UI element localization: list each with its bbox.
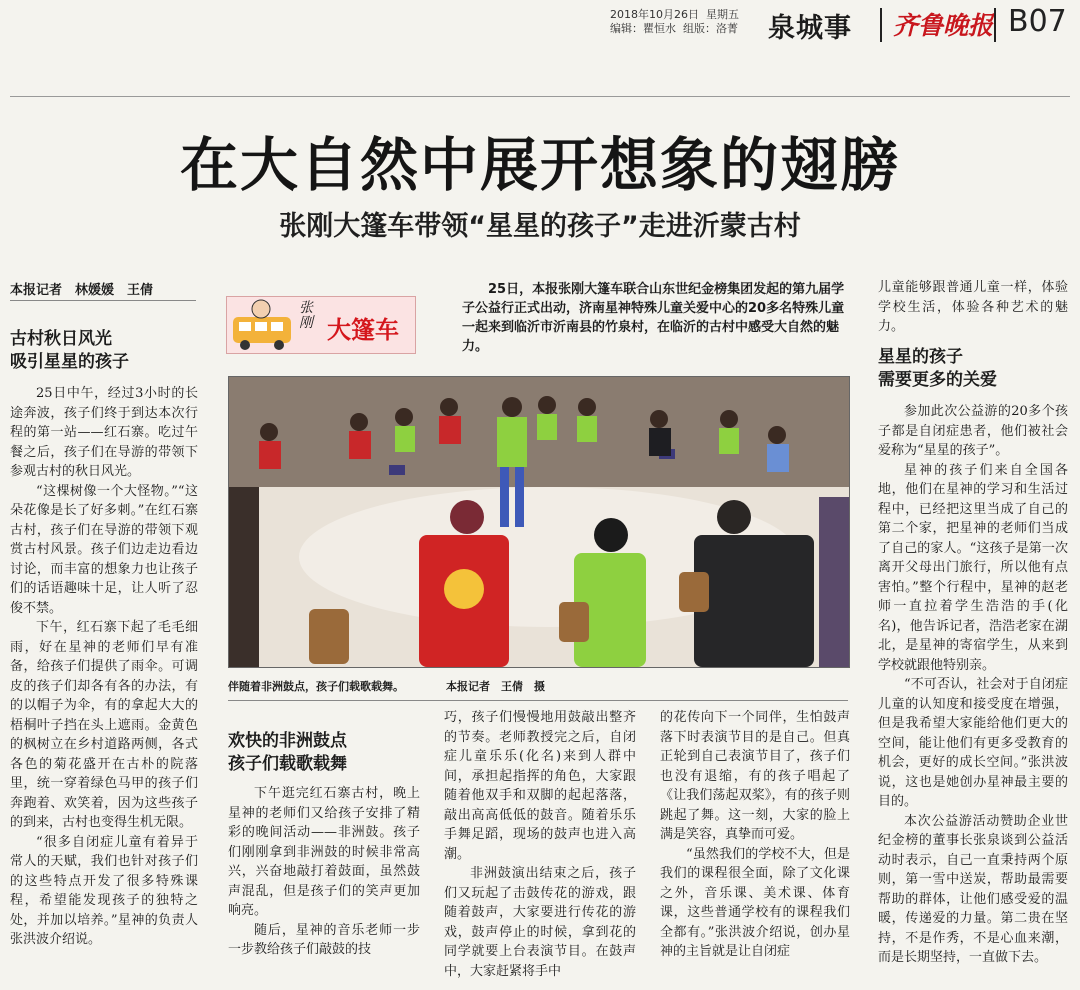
section-heading: 欢快的非洲鼓点 孩子们载歌载舞 [228, 731, 347, 774]
section-heading: 古村秋日风光 吸引星星的孩子 [10, 329, 129, 372]
subheadline: 张刚大篷车带领“星星的孩子”走进沂蒙古村 [279, 211, 801, 242]
drum-circle-photo [228, 376, 850, 668]
page-number: B07 [1008, 4, 1067, 39]
divider [228, 700, 848, 701]
article-column-5-intro: 儿童能够跟普通儿童一样，体验学校生活，体验各种艺术的魅力。 [878, 280, 1068, 334]
top-rule [10, 96, 1070, 97]
logo-title: 大篷车 [327, 316, 399, 344]
caravan-logo [226, 296, 416, 354]
divider [10, 300, 196, 301]
photo-caption: 伴随着非洲鼓点，孩子们载歌载舞。 [228, 680, 404, 693]
section-heading: 星星的孩子 需要更多的关爱 [878, 347, 997, 390]
header-divider [994, 8, 996, 42]
article-column-2: 下午逛完红石寨古村，晚上星神的老师们又给孩子安排了精彩的晚间活动——非洲鼓。孩子们刚刚拿到非洲鼓的时候非常高兴，兴奋地敲打着鼓面，虽然鼓声混乱，但是孩子们的笑声更加响亮。 随后，星神的音乐老师一步一步教给孩子们敲鼓的技 [228, 786, 420, 957]
article-column-4: 的花传向下一个同伴，生怕鼓声落下时表演节目的是自己。但真正轮到自己表演节目了，孩子们也没有退缩，有的孩子唱起了《让我们荡起双桨》，有的孩子则跳起了舞。这一刻，大家的脸上满是笑容，真挚而可爱。 “虽然我们的学校不大，但是我们的课程很全面，除了文化课之外，音乐课、美术课、体育课，这些普通学校有的课程我们全都有。”张洪波介绍说，创办星神的主旨就是让自闭症 [660, 710, 850, 959]
article-column-3: 巧，孩子们慢慢地用鼓敲出整齐的节奏。老师教授完之后，自闭症儿童乐乐(化名)来到人群中间，承担起指挥的角色，大家跟随着他双手和双脚的起起落落，敲出高高低低的鼓音。随着乐乐手舞足蹈，现场的鼓声也进入高潮。 非洲鼓演出结束之后，孩子们又玩起了击鼓传花的游戏，跟随着鼓声，大家要进行传花的游戏，鼓声停止的时候，拿到花的同学就要上台表演节目。在鼓声中，大家赶紧将手中 [444, 710, 636, 979]
byline: 本报记者 林媛媛 王倩 [10, 283, 154, 298]
header-date: 2018年10月26日 星期五 编辑：瞿恒水 组版：洛菁 [610, 8, 739, 35]
headline: 在大自然中展开想象的翅膀 [179, 131, 900, 199]
article-column-1: 25日中午，经过3小时的长途奔波，孩子们终于到达本次行程的第一站——红石寨。吃过午餐之后，孩子们在导游的带领下参观古村的秋日风光。 “这棵树像一个大怪物。”“这朵花像是长了好多刺。”在红石寨古村，孩子们在导游的带领下观赏古村风景。孩子们边走边看边讨论，而丰富的想象力也让孩子们的话语趣味十足，让人听了忍俊不禁。 下午，红石寨下起了毛毛细雨，好在星神的老师们早有准备，给孩子们提供了雨伞。可调皮的孩子们却各有各的办法，有的以帽子为伞，有的拿起大大的梧桐叶子挡在头上遮雨。金黄色的枫树立在乡村道路两侧，各式各色的菊花盛开在古朴的院落里，统一穿着绿色马甲的孩子们奔跑着、欢笑着，因为这些孩子的到来，古村也变得生机无限。 “很多自闭症儿童有着异于常人的天赋，我们也针对孩子们的这些特点开发了很多特殊课程，希望能发现孩子的独特之处，并加以培养。”星神的负责人张洪波介绍说。 [10, 386, 198, 947]
logo-script: 张刚 [299, 300, 313, 331]
section-name: 泉城事 [768, 13, 852, 44]
article-column-5: 参加此次公益游的20多个孩子都是自闭症患者，他们被社会爱称为“星星的孩子”。 星神的孩子们来自全国各地，他们在星神的学习和生活过程中，已经把这里当成了自己的第二个家，把星神的老师们当成了自己的家人。“这孩子是第一次离开父母出门旅行，所以他有点害怕。”整个行程中，星神的赵老师一直拉着学生浩浩的手(化名)，他告诉记者，浩浩老家在湖北，是星神的寄宿学生，从来到学校就跟他特别亲。 “不可否认，社会对于自闭症儿童的认知度和接受度在增强，但是我希望大家能给他们更大的空间，能让他们有更多受教育的机会，更好的成长空间。”张洪波说，这也是她创办星神最主要的目的。 本次公益游活动赞助企业世纪金榜的董事长张泉谈到公益活动时表示，自己一直秉持两个原则，第一雪中送炭，帮助最需要帮助的群体，让他们感受爱的温暖，传递爱的力量。第二贵在坚持，不是作秀，不是心血来潮，而是长期坚持，一直做下去。 [878, 404, 1068, 965]
newspaper-logo: 齐鲁晚报 [893, 11, 994, 40]
header-divider [880, 8, 882, 42]
photo-credit: 本报记者 王倩 摄 [446, 680, 545, 693]
article-lead: 25日，本报张刚大篷车联合山东世纪金榜集团发起的第九届学子公益行正式出动，济南星神特殊儿童关爱中心的20多名特殊儿童一起来到临沂市沂南县的竹泉村，在临沂的古村中感受大自然的魅力。 [462, 282, 845, 354]
